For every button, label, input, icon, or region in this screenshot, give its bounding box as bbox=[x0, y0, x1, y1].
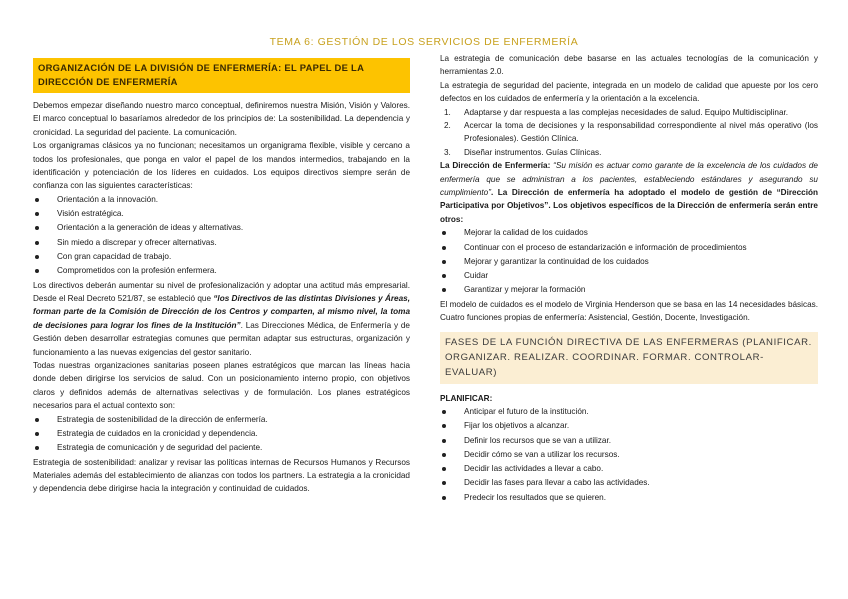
paragraph: La estrategia de comunicación debe basarse en las actuales tecnologías de la comunicación y herramientas 2.0. bbox=[440, 54, 818, 77]
list-item: Comprometidos con la profesión enfermera. bbox=[33, 264, 410, 278]
right-column bbox=[440, 52, 818, 505]
list-item: Mejorar y garantizar la continuidad de los cuidados bbox=[440, 255, 818, 269]
list-item: Definir los recursos que se van a utilizar. bbox=[440, 434, 818, 448]
list-item: Garantizar y mejorar la formación bbox=[440, 283, 818, 297]
list-item: Con gran capacidad de trabajo. bbox=[33, 250, 410, 264]
planificar-label: PLANIFICAR: bbox=[440, 393, 493, 403]
list-item: Cuidar bbox=[440, 269, 818, 283]
document-title: TEMA 6: GESTIÓN DE LOS SERVICIOS DE ENFERMERÍA bbox=[269, 36, 579, 48]
paragraph: Estrategia de sostenibilidad: analizar y revisar las políticas internas de Recursos Humanos y Recursos Materiales además del establecimiento de alianzas con todos los partners. La estrategia a la cronicidad y dependencia debe dirigirse hacia la integración y continuidad de cuidados. bbox=[33, 457, 410, 494]
section-heading-fases: FASES DE LA FUNCIÓN DIRECTIVA DE LAS ENFERMERAS (PLANIFICAR. ORGANIZAR. REALIZAR. COORDINAR. FORMAR. CONTROLAR-EVALUAR) bbox=[440, 332, 818, 384]
paragraph: Debemos empezar diseñando nuestro marco conceptual, definiremos nuestra Misión, Visión y Valores. El marco conceptual lo basaríamos alrededor de los principios de: La sostenibilidad. La dependencia y cronicidad. La seguridad del paciente. La comunicación. bbox=[33, 101, 410, 137]
list-item: Orientación a la innovación. bbox=[33, 193, 410, 207]
characteristics-list bbox=[33, 193, 410, 279]
paragraph: La Dirección de Enfermería: “Su misión es actuar como garante de la excelencia de los cuidados de enfermería que se administran a los pacientes, estableciendo estándares y asegurando su cumplimiento”. La Dirección de enfermería ha adoptado el modelo de gestión de “Dirección Participativa por Objetivos”. Los objetivos específicos de la Dirección de enfermería serán entre otros: bbox=[440, 161, 818, 224]
list-item: Sin miedo a discrepar y ofrecer alternativas. bbox=[33, 236, 410, 250]
list-item: Estrategia de comunicación y de seguridad del paciente. bbox=[33, 441, 410, 455]
paragraph: Todas nuestras organizaciones sanitarias poseen planes estratégicos que marcan las líneas hacia donde deben dirigirse los servicios de salud. Con un posicionamiento interno propio, con objetivos claros y definidos además de alternativas selectivas y de formulación. Los planes estratégicos necesarios para el actual contexto son: bbox=[33, 361, 410, 411]
quote: “Su misión es actuar como garante de la excelencia de los cuidados de enfermería que se administran a los pacientes, estableciendo estándares y asegurando su cumplimiento” bbox=[440, 161, 818, 198]
objectives-list bbox=[440, 226, 818, 297]
paragraph: La estrategia de seguridad del paciente, integrada en un modelo de calidad que apueste por los cero defectos en los cuidados de enfermería y la orientación a la excelencia. bbox=[440, 80, 818, 104]
strategic-plans-list bbox=[33, 413, 410, 456]
numbered-list bbox=[440, 106, 818, 160]
list-item: Orientación a la generación de ideas y alternativas. bbox=[33, 221, 410, 235]
list-item: Estrategia de cuidados en la cronicidad y dependencia. bbox=[33, 427, 410, 441]
paragraph: Los organigramas clásicos ya no funcionan; necesitamos un organigrama flexible, visible y cercano a todos los profesionales, que ponga en valor el papel de los mandos intermedios, trabajando en la identificación y potenciación de los líderes en cuidados. Los equipos directivos siempre serán de confianza con las siguientes características: bbox=[33, 141, 410, 191]
list-item: Fijar los objetivos a alcanzar. bbox=[440, 419, 818, 433]
paragraph: Los directivos deberán aumentar su nivel de profesionalización y adoptar una actitud más empresarial. Desde el Real Decreto 521/87, se estableció que “los Directivos de las distintas Divisiones y Áreas, forman parte de la Comisión de Dirección de los Centros y comparten, al mismo nivel, la toma de decisiones para lograr los fines de la Institución”. Las Direcciones Médica, de Enfermería y de Gestión deben desarrollar estrategias comunes que permitan adaptar sus estructuras, organización y funcionamiento a las nuevas exigencias del gestor sanitario. bbox=[33, 280, 410, 357]
list-item: Decidir las fases para llevar a cabo las actividades. bbox=[440, 476, 818, 490]
list-item: Decidir cómo se van a utilizar los recursos. bbox=[440, 448, 818, 462]
list-item: Predecir los resultados que se quieren. bbox=[440, 491, 818, 505]
quote: “los Directivos de las distintas Divisiones y Áreas, forman parte de la Comisión de Dirección de los Centros y comparten, al mismo nivel, la toma de decisiones para lograr los fines de la Institución” bbox=[33, 294, 410, 330]
left-column bbox=[33, 58, 410, 496]
list-item: 1. Adaptarse y dar respuesta a las complejas necesidades de salud. Equipo Multidisciplinar. bbox=[444, 107, 789, 117]
list-item: Anticipar el futuro de la institución. bbox=[440, 405, 818, 419]
planificar-list bbox=[440, 405, 818, 505]
section-heading-organizacion: ORGANIZACIÓN DE LA DIVISIÓN DE ENFERMERÍA: EL PAPEL DE LA DIRECCIÓN DE ENFERMERÍA bbox=[33, 58, 410, 93]
paragraph: El modelo de cuidados es el modelo de Virginia Henderson que se basa en las 14 necesidades básicas. Cuatro funciones propias de enfermería: Asistencial, Gestión, Docente, Investigación. bbox=[440, 299, 818, 323]
list-item: 3. Diseñar instrumentos. Guías Clínicas. bbox=[444, 147, 602, 157]
list-item: Continuar con el proceso de estandarización e información de procedimientos bbox=[440, 241, 818, 255]
list-item: 2. Acercar la toma de decisiones y la responsabilidad correspondiente al nivel más operativo (los Profesionales). Gestión Clínica. bbox=[444, 121, 818, 144]
list-item: Estrategia de sostenibilidad de la dirección de enfermería. bbox=[33, 413, 410, 427]
list-item: Mejorar la calidad de los cuidados bbox=[440, 226, 818, 240]
list-item: Decidir las actividades a llevar a cabo. bbox=[440, 462, 818, 476]
list-item: Visión estratégica. bbox=[33, 207, 410, 221]
